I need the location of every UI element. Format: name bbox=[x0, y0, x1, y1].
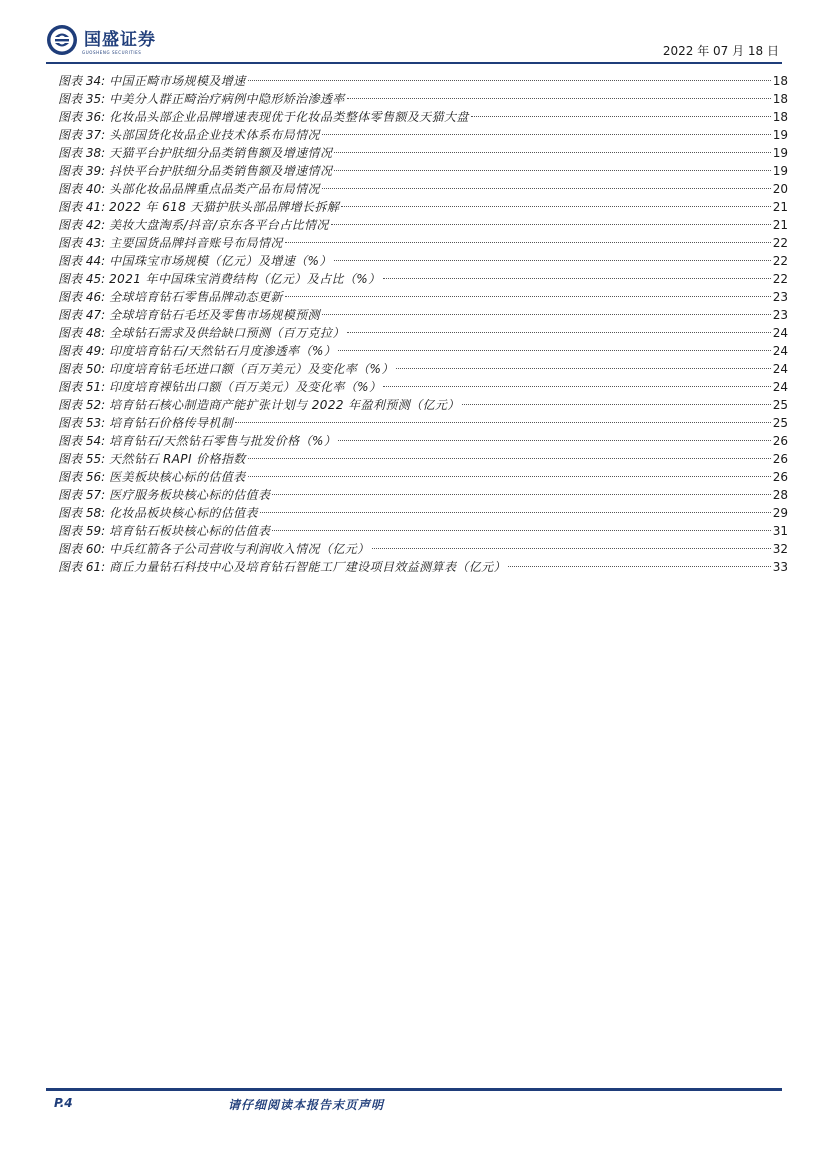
toc-entry-label: 图表 35: bbox=[58, 92, 106, 106]
toc-entry-label: 图表 41: bbox=[58, 200, 106, 214]
toc-leader-dots bbox=[334, 260, 771, 261]
toc-entry-title: 化妆品头部企业品牌增速表现优于化妆品类整体零售额及天猫大盘 bbox=[109, 110, 469, 124]
toc-entry-title: 医疗服务板块核心标的估值表 bbox=[109, 488, 271, 502]
toc-entry-title: 培育钻石/天然钻石零售与批发价格（%） bbox=[109, 434, 337, 448]
toc-entry-label: 图表 45: bbox=[58, 272, 106, 286]
toc-entry-label: 图表 36: bbox=[58, 110, 106, 124]
page-number: P.4 bbox=[54, 1096, 73, 1110]
toc-leader-dots bbox=[322, 188, 771, 189]
toc-entry-page: 19 bbox=[772, 164, 788, 178]
toc-leader-dots bbox=[508, 566, 771, 567]
toc-entry[interactable] bbox=[58, 432, 788, 450]
toc-entry-title: 天然钻石 RAPI 价格指数 bbox=[109, 452, 246, 466]
toc-entry-page: 26 bbox=[772, 452, 788, 466]
toc-entry-page: 23 bbox=[772, 308, 788, 322]
toc-leader-dots bbox=[347, 98, 771, 99]
toc-entry-page: 18 bbox=[772, 110, 788, 124]
toc-entry-label: 图表 58: bbox=[58, 506, 106, 520]
toc-entry-title: 中国正畸市场规模及增速 bbox=[109, 74, 246, 88]
footer-divider bbox=[46, 1088, 782, 1091]
toc-entry-title: 天猫平台护肤细分品类销售额及增速情况 bbox=[109, 146, 333, 160]
toc-entry-label: 图表 51: bbox=[58, 380, 106, 394]
toc-entry-label: 图表 40: bbox=[58, 182, 106, 196]
toc-entry-label: 图表 46: bbox=[58, 290, 106, 304]
toc-entry-title: 主要国货品牌抖音账号布局情况 bbox=[109, 236, 283, 250]
toc-entry-page: 22 bbox=[772, 272, 788, 286]
toc-entry-page: 19 bbox=[772, 128, 788, 142]
toc-entry-page: 23 bbox=[772, 290, 788, 304]
toc-leader-dots bbox=[334, 152, 770, 153]
toc-entry-page: 24 bbox=[772, 344, 788, 358]
toc-entry-page: 22 bbox=[772, 236, 788, 250]
toc-entry-title: 全球培育钻石毛坯及零售市场规模预测 bbox=[109, 308, 320, 322]
toc-leader-dots bbox=[462, 404, 771, 405]
toc-leader-dots bbox=[248, 80, 771, 81]
toc-entry-title: 医美板块核心标的估值表 bbox=[109, 470, 246, 484]
toc-leader-dots bbox=[471, 116, 771, 117]
toc-entry-label: 图表 55: bbox=[58, 452, 106, 466]
toc-entry-page: 19 bbox=[772, 146, 788, 160]
toc-entry-title: 印度培育钻毛坯进口额（百万美元）及变化率（%） bbox=[109, 362, 394, 376]
toc-entry[interactable] bbox=[58, 252, 788, 270]
toc-entry-label: 图表 38: bbox=[58, 146, 106, 160]
toc-entry-page: 26 bbox=[772, 470, 788, 484]
toc-entry[interactable] bbox=[58, 162, 788, 180]
toc-entry[interactable] bbox=[58, 360, 788, 378]
toc-entry-title: 美妆大盘淘系/抖音/京东各平台占比情况 bbox=[109, 218, 329, 232]
logo-subtitle: GUOSHENG SECURITIES bbox=[82, 50, 142, 55]
toc-leader-dots bbox=[347, 332, 771, 333]
toc-entry-title: 印度培育钻石/天然钻石月度渗透率（%） bbox=[109, 344, 337, 358]
toc-entry[interactable] bbox=[58, 324, 788, 342]
toc-entry-page: 21 bbox=[772, 200, 788, 214]
toc-entry-label: 图表 39: bbox=[58, 164, 106, 178]
toc-entry-page: 22 bbox=[772, 254, 788, 268]
toc-leader-dots bbox=[322, 314, 771, 315]
header-divider bbox=[46, 62, 782, 64]
toc-leader-dots bbox=[331, 224, 771, 225]
toc-entry-label: 图表 48: bbox=[58, 326, 106, 340]
toc-entry-page: 31 bbox=[772, 524, 788, 538]
toc-entry[interactable] bbox=[58, 126, 788, 144]
toc-entry[interactable] bbox=[58, 306, 788, 324]
toc-entry-page: 24 bbox=[772, 326, 788, 340]
toc-leader-dots bbox=[383, 278, 771, 279]
toc-entry[interactable] bbox=[58, 540, 788, 558]
report-date: 2022 年 07 月 18 日 bbox=[662, 44, 779, 58]
toc-entry-label: 图表 59: bbox=[58, 524, 106, 538]
toc-entry-title: 头部化妆品品牌重点品类产品布局情况 bbox=[109, 182, 320, 196]
toc-entry[interactable] bbox=[58, 468, 788, 486]
toc-entry[interactable] bbox=[58, 144, 788, 162]
logo-mark-icon bbox=[46, 24, 78, 56]
figure-list bbox=[58, 72, 788, 576]
toc-entry-page: 20 bbox=[772, 182, 788, 196]
toc-entry-label: 图表 56: bbox=[58, 470, 106, 484]
toc-leader-dots bbox=[383, 386, 770, 387]
toc-entry[interactable] bbox=[58, 522, 788, 540]
toc-entry-page: 32 bbox=[772, 542, 788, 556]
toc-entry-title: 全球钻石需求及供给缺口预测（百万克拉） bbox=[109, 326, 345, 340]
toc-entry-label: 图表 57: bbox=[58, 488, 106, 502]
toc-entry-page: 29 bbox=[772, 506, 788, 520]
toc-entry[interactable] bbox=[58, 234, 788, 252]
toc-entry[interactable] bbox=[58, 414, 788, 432]
toc-entry-page: 26 bbox=[772, 434, 788, 448]
toc-entry-page: 28 bbox=[772, 488, 788, 502]
toc-leader-dots bbox=[322, 134, 771, 135]
toc-entry-label: 图表 61: bbox=[58, 560, 106, 574]
toc-entry-title: 中兵红箭各子公司营收与利润收入情况（亿元） bbox=[109, 542, 370, 556]
toc-entry-label: 图表 52: bbox=[58, 398, 106, 412]
toc-entry-label: 图表 37: bbox=[58, 128, 106, 142]
toc-entry-page: 33 bbox=[772, 560, 788, 574]
toc-entry[interactable] bbox=[58, 486, 788, 504]
toc-entry[interactable] bbox=[58, 72, 788, 90]
toc-leader-dots bbox=[248, 476, 771, 477]
toc-entry[interactable] bbox=[58, 198, 788, 216]
toc-entry-page: 25 bbox=[772, 416, 788, 430]
toc-entry-title: 培育钻石板块核心标的估值表 bbox=[109, 524, 271, 538]
toc-entry[interactable] bbox=[58, 450, 788, 468]
toc-entry-title: 2022 年 618 天猫护肤头部品牌增长拆解 bbox=[109, 200, 340, 214]
toc-entry[interactable] bbox=[58, 342, 788, 360]
toc-leader-dots bbox=[341, 206, 770, 207]
toc-entry-title: 培育钻石核心制造商产能扩张计划与 2022 年盈利预测（亿元） bbox=[109, 398, 460, 412]
toc-entry-title: 抖快平台护肤细分品类销售额及增速情况 bbox=[109, 164, 333, 178]
toc-entry-title: 商丘力量钻石科技中心及培育钻石智能工厂建设项目效益测算表（亿元） bbox=[109, 560, 506, 574]
toc-entry-label: 图表 43: bbox=[58, 236, 106, 250]
toc-entry-label: 图表 60: bbox=[58, 542, 106, 556]
toc-leader-dots bbox=[334, 170, 770, 171]
toc-entry[interactable] bbox=[58, 396, 788, 414]
toc-entry-label: 图表 47: bbox=[58, 308, 106, 322]
toc-leader-dots bbox=[248, 458, 771, 459]
toc-leader-dots bbox=[272, 530, 770, 531]
disclaimer-note: 请仔细阅读本报告末页声明 bbox=[228, 1098, 385, 1112]
toc-entry-label: 图表 42: bbox=[58, 218, 106, 232]
toc-entry[interactable] bbox=[58, 216, 788, 234]
toc-entry-label: 图表 34: bbox=[58, 74, 106, 88]
toc-entry-title: 化妆品板块核心标的估值表 bbox=[109, 506, 258, 520]
toc-entry[interactable] bbox=[58, 558, 788, 576]
toc-entry-page: 24 bbox=[772, 362, 788, 376]
toc-entry[interactable] bbox=[58, 180, 788, 198]
toc-entry[interactable] bbox=[58, 378, 788, 396]
toc-entry-title: 全球培育钻石零售品牌动态更新 bbox=[109, 290, 283, 304]
page-header bbox=[0, 0, 827, 70]
toc-entry-title: 中国珠宝市场规模（亿元）及增速（%） bbox=[109, 254, 332, 268]
toc-entry-label: 图表 49: bbox=[58, 344, 106, 358]
toc-leader-dots bbox=[285, 296, 771, 297]
toc-entry[interactable] bbox=[58, 108, 788, 126]
toc-entry[interactable] bbox=[58, 288, 788, 306]
toc-entry-label: 图表 53: bbox=[58, 416, 106, 430]
toc-entry-title: 中美分人群正畸治疗病例中隐形矫治渗透率 bbox=[109, 92, 345, 106]
toc-leader-dots bbox=[338, 440, 771, 441]
toc-leader-dots bbox=[338, 350, 771, 351]
toc-entry-label: 图表 44: bbox=[58, 254, 106, 268]
logo-text: 国盛证券 bbox=[84, 30, 156, 50]
toc-leader-dots bbox=[372, 548, 771, 549]
toc-entry-page: 25 bbox=[772, 398, 788, 412]
toc-entry-title: 2021 年中国珠宝消费结构（亿元）及占比（%） bbox=[109, 272, 381, 286]
toc-leader-dots bbox=[396, 368, 771, 369]
toc-entry[interactable] bbox=[58, 504, 788, 522]
toc-leader-dots bbox=[235, 422, 771, 423]
toc-leader-dots bbox=[260, 512, 771, 513]
toc-entry-page: 24 bbox=[772, 380, 788, 394]
toc-entry-title: 头部国货化妆品企业技术体系布局情况 bbox=[109, 128, 320, 142]
toc-entry-page: 21 bbox=[772, 218, 788, 232]
toc-entry-title: 印度培育裸钻出口额（百万美元）及变化率（%） bbox=[109, 380, 382, 394]
toc-entry-label: 图表 50: bbox=[58, 362, 106, 376]
toc-entry-title: 培育钻石价格传导机制 bbox=[109, 416, 234, 430]
toc-entry-page: 18 bbox=[772, 92, 788, 106]
toc-entry-page: 18 bbox=[772, 74, 788, 88]
toc-leader-dots bbox=[272, 494, 770, 495]
toc-entry-label: 图表 54: bbox=[58, 434, 106, 448]
toc-leader-dots bbox=[285, 242, 771, 243]
toc-entry[interactable] bbox=[58, 90, 788, 108]
toc-entry[interactable] bbox=[58, 270, 788, 288]
